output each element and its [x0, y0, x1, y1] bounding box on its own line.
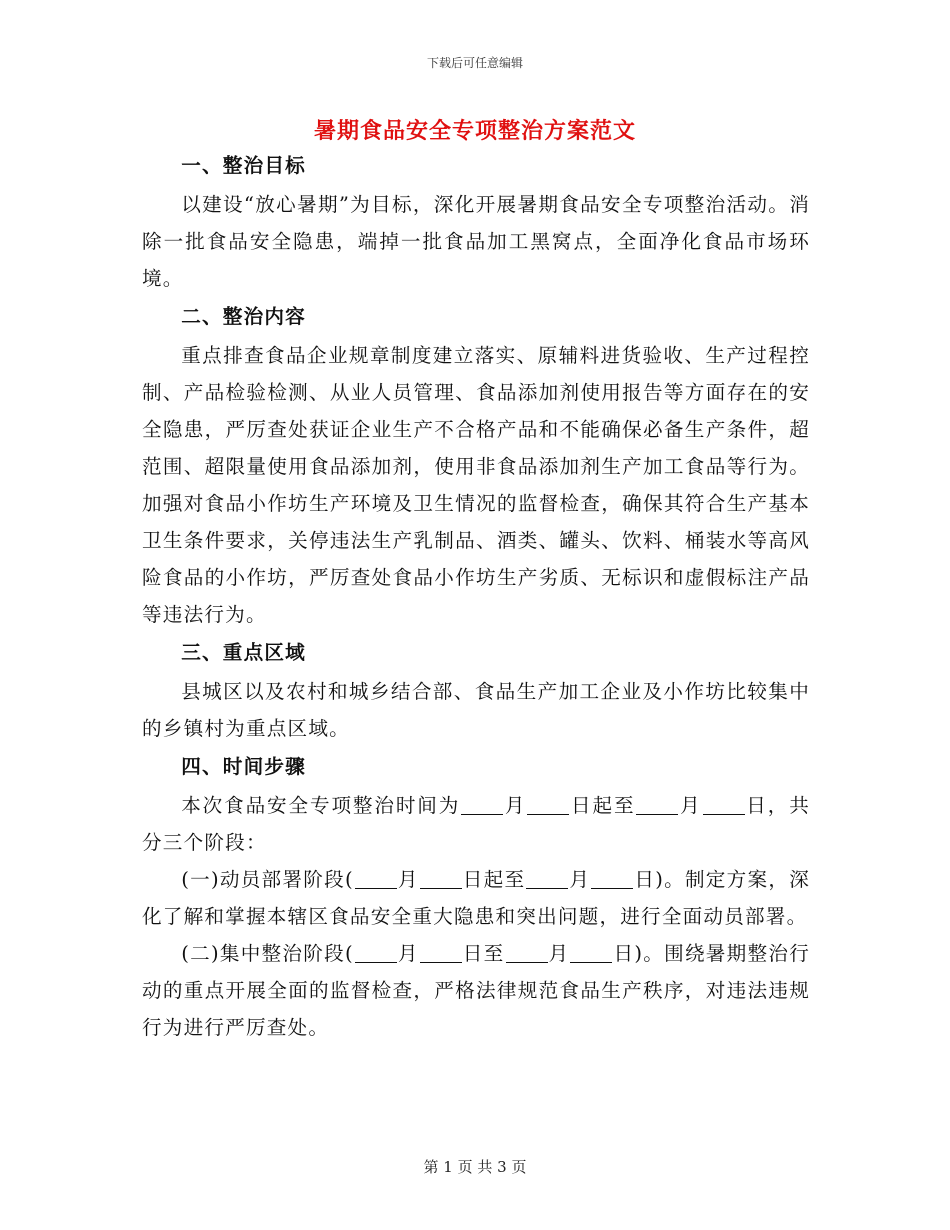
phase-two-text: 日)。围绕暑期整治行动的重点开展全面的监督检查，严格法律规范食品生产秩序，对违法违规行为进行严厉查处。 — [142, 942, 810, 1039]
blank-line — [526, 868, 568, 889]
page-footer: 第 1 页 共 3 页 — [423, 1158, 527, 1176]
section-heading-areas: 三、重点区域 — [181, 641, 306, 664]
blank-line — [591, 868, 633, 889]
blank-line — [570, 942, 612, 963]
schedule-intro-paragraph — [142, 787, 810, 861]
section-paragraph-areas: 县城区以及农村和城乡结合部、食品生产加工企业及小作坊比较集中的乡镇村为重点区域。 — [142, 680, 810, 740]
day-to-label: 日至 — [462, 942, 505, 965]
month-label: 月 — [679, 794, 702, 817]
month-label: 月 — [397, 868, 419, 891]
blank-line — [420, 942, 462, 963]
schedule-intro-text: 本次食品安全专项整治时间为 — [181, 794, 461, 817]
blank-line — [461, 794, 503, 815]
blank-line — [703, 794, 745, 815]
day-from-label: 日起至 — [462, 868, 526, 891]
month-label: 月 — [548, 942, 570, 965]
section-paragraph-goals: 以建设“放心暑期”为目标，深化开展暑期食品安全专项整治活动。消除一批食品安全隐患，端掉一批食品加工黑窝点，全面净化食品市场环境。 — [142, 193, 810, 290]
section-paragraph-content: 重点排查食品企业规章制度建立落实、原辅料进货验收、生产过程控制、产品检验检测、从业人员管理、食品添加剂使用报告等方面存在的安全隐患，严厉查处获证企业生产不合格产品和不能确保必备生产条件，超范围、超限量使用食品添加剂，使用非食品添加剂生产加工食品等行为。加强对食品小作坊生产环境及卫生情况的监督检查，确保其符合生产基本卫生条件要求，关停违法生产乳制品、酒类、罐头、饮料、桶装水等高风险食品的小作坊，严厉查处食品小作坊生产劣质、无标识和虚假标注产品等违法行为。 — [142, 344, 810, 626]
document-body — [142, 146, 810, 1046]
blank-line — [420, 868, 462, 889]
blank-line — [355, 868, 397, 889]
document-title: 暑期食品安全专项整治方案范文 — [313, 118, 636, 144]
blank-line — [636, 794, 678, 815]
month-label: 月 — [397, 942, 419, 965]
header-note: 下载后可任意编辑 — [426, 56, 523, 70]
blank-line — [527, 794, 569, 815]
schedule-intro-tail: 日，共分三个阶段： — [142, 794, 810, 854]
blank-line — [355, 942, 397, 963]
day-from-label: 日起至 — [570, 794, 636, 817]
phase-one-paragraph — [142, 861, 810, 935]
phase-two-paragraph — [142, 935, 810, 1046]
blank-line — [506, 942, 548, 963]
section-heading-content: 二、整治内容 — [181, 305, 306, 328]
section-heading-schedule: 四、时间步骤 — [181, 755, 306, 778]
phase-one-label: (一)动员部署阶段( — [181, 868, 354, 891]
phase-two-label: (二)集中整治阶段( — [181, 942, 354, 965]
phase-one-text: 日)。制定方案，深化了解和掌握本辖区食品安全重大隐患和突出问题，进行全面动员部署。 — [142, 868, 811, 928]
month-label: 月 — [569, 868, 591, 891]
section-heading-goals: 一、整治目标 — [181, 154, 306, 177]
month-label: 月 — [504, 794, 527, 817]
